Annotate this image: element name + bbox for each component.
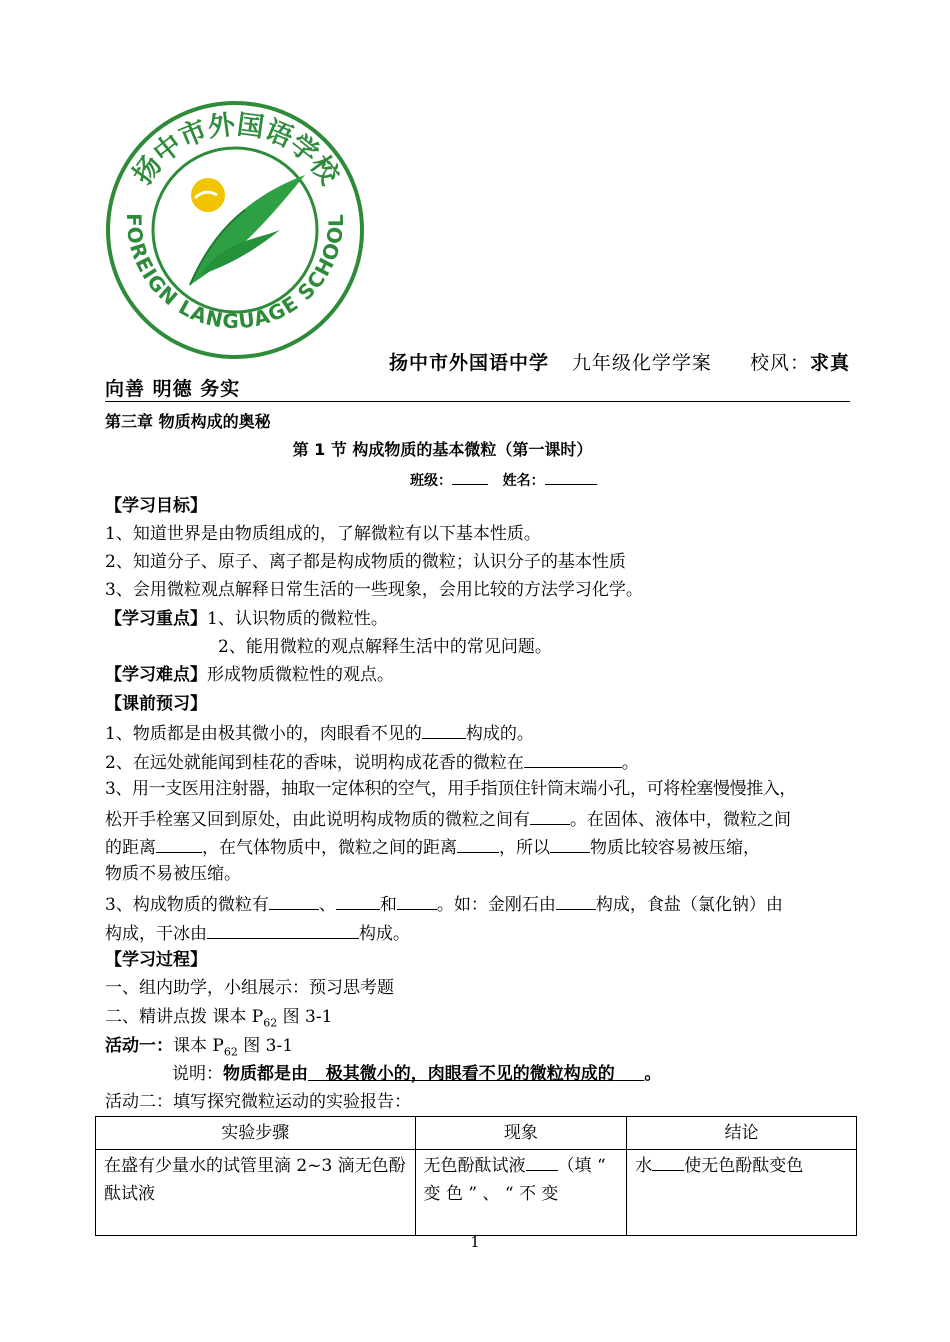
class-name-line <box>410 466 710 493</box>
difficulty-line <box>105 663 855 687</box>
motto-label: 校风： <box>749 352 810 374</box>
header-line-1 <box>105 348 850 375</box>
logo-bottom-text: FOREIGN LANGUAGE SCHOOL <box>121 213 349 334</box>
table-row <box>96 1150 857 1236</box>
table-header-conclusion: 结论 <box>627 1117 857 1150</box>
explain-line <box>172 1062 922 1086</box>
table-header-step: 实验步骤 <box>96 1117 416 1150</box>
cell-step: 在盛有少量水的试管里滴 2~3 滴无色酚酞试液 <box>96 1150 416 1236</box>
difficulty-text: 形成物质微粒性的观点。 <box>207 665 394 685</box>
q4-blank-3[interactable] <box>397 891 437 910</box>
motto-part2: 向善 明德 务实 <box>105 378 241 400</box>
header-divider <box>105 401 850 402</box>
activity-2: 活动二：填写探究微粒运动的实验报告： <box>105 1092 411 1112</box>
q3-text-f: 物质比较容易被压缩， <box>590 838 760 858</box>
step2-text-a: 二、精讲点拨 课本 P <box>105 1007 264 1027</box>
preview-heading: 【课前预习】 <box>105 694 207 714</box>
page-number: 1 <box>470 1233 480 1251</box>
q1-text-a: 1、物质都是由极其微小的，肉眼看不见的 <box>105 724 422 744</box>
experiment-report-table <box>95 1116 857 1236</box>
explain-label: 说明： <box>172 1064 223 1084</box>
q4-blank-1[interactable] <box>269 891 319 910</box>
q2-text-b: 。 <box>621 753 639 773</box>
conclusion-blank[interactable] <box>652 1152 684 1171</box>
preview-q3-line3 <box>105 834 855 860</box>
logo-top-text: 扬中市外国语学校 <box>127 109 345 191</box>
preview-q3-line4: 物质不易被压缩。 <box>105 864 241 884</box>
q3-text-b: 。在固体、液体中，微粒之间 <box>570 810 791 830</box>
school-logo <box>105 100 365 360</box>
q4-blank-4[interactable] <box>556 891 596 910</box>
preview-q4-line2 <box>105 920 855 946</box>
phenomenon-text-b: （填 “ 变 色 ” 、 “ 不 变 <box>423 1156 606 1204</box>
class-blank[interactable] <box>452 466 488 485</box>
q1-blank[interactable] <box>422 720 466 739</box>
q4-text-g: 构成。 <box>359 924 410 944</box>
name-label: 姓名： <box>502 473 545 489</box>
motto-part1: 求真 <box>809 352 850 374</box>
goals-heading: 【学习目标】 <box>105 496 207 516</box>
preview-q2 <box>105 749 855 775</box>
goal-3: 3、会用微粒观点解释日常生活的一些现象，会用比较的方法学习化学。 <box>105 580 643 600</box>
preview-q3-line2 <box>105 806 855 832</box>
table-header-phenomenon: 现象 <box>415 1117 627 1150</box>
q2-blank[interactable] <box>524 749 622 768</box>
name-blank[interactable] <box>545 466 597 485</box>
conclusion-text-b: 使无色酚酞变色 <box>684 1156 804 1176</box>
phenomenon-blank[interactable] <box>526 1152 558 1171</box>
step2-sub: 62 <box>263 1016 278 1030</box>
section-title: 第 1 节 构成物质的基本微粒（第一课时） <box>292 440 593 459</box>
key-point-1: 1、认识物质的微粒性。 <box>207 609 388 629</box>
q4-text-c: 和 <box>379 895 397 915</box>
key-points-line-1 <box>105 607 855 631</box>
q3-text-d: ，在气体物质中，微粒之间的距离 <box>202 838 457 858</box>
cell-conclusion <box>627 1150 857 1236</box>
key-points-heading: 【学习重点】 <box>105 609 207 629</box>
process-step-2 <box>105 1005 855 1035</box>
q4-blank-2[interactable] <box>336 891 380 910</box>
q3-blank-4[interactable] <box>550 834 590 853</box>
table-header-row <box>96 1117 857 1150</box>
q3-blank-2[interactable] <box>156 834 202 853</box>
process-heading: 【学习过程】 <box>105 950 207 970</box>
process-step-1: 一、组内助学，小组展示：预习思考题 <box>105 978 394 998</box>
activity-1-text-b: 图 3-1 <box>237 1036 294 1056</box>
activity-1-label: 活动一： <box>105 1036 173 1056</box>
q4-text-d: 。如：金刚石由 <box>436 895 556 915</box>
explain-fill <box>308 1064 644 1084</box>
chapter-title: 第三章 物质构成的奥秘 <box>105 412 271 431</box>
q4-text-e: 构成，食盐（氯化钠）由 <box>595 895 783 915</box>
q3-text-c: 的距离 <box>105 838 156 858</box>
class-label: 班级： <box>410 473 452 489</box>
activity-1 <box>105 1034 855 1064</box>
q4-text-a: 3、构成物质的微粒有 <box>105 895 269 915</box>
explain-text-a: 物质都是由 <box>223 1064 308 1084</box>
school-name: 扬中市外国语中学 <box>389 352 550 374</box>
q4-text-b: 、 <box>318 895 336 915</box>
q4-text-f: 构成，干冰由 <box>105 924 207 944</box>
cell-phenomenon <box>415 1150 627 1236</box>
q3-blank-3[interactable] <box>457 834 499 853</box>
step2-text-b: 图 3-1 <box>277 1007 333 1027</box>
activity-1-text-a: 课本 P <box>173 1036 224 1056</box>
q3-text-a: 松开手栓塞又回到原处，由此说明构成物质的微粒之间有 <box>105 810 530 830</box>
difficulty-heading: 【学习难点】 <box>105 665 207 685</box>
explain-text-b: 。 <box>644 1064 662 1084</box>
preview-q1 <box>105 720 855 746</box>
preview-q3-line1: 3、用一支医用注射器，抽取一定体积的空气，用手指顶住针筒末端小孔，可将栓塞慢慢推入， <box>105 779 797 799</box>
activity-1-sub: 62 <box>223 1045 238 1059</box>
q3-text-e: ，所以 <box>499 838 550 858</box>
preview-q4 <box>105 891 855 917</box>
key-point-2: 2、能用微粒的观点解释生活中的常见问题。 <box>218 637 552 657</box>
phenomenon-text-a: 无色酚酞试液 <box>423 1156 526 1176</box>
explain-fill-text: 极其微小的，肉眼看不见的微粒构成的 <box>325 1064 615 1084</box>
q1-text-b: 构成的。 <box>465 724 534 744</box>
conclusion-text-a: 水 <box>635 1156 653 1176</box>
subject: 九年级化学学案 <box>571 352 712 374</box>
goal-1: 1、知道世界是由物质组成的，了解微粒有以下基本性质。 <box>105 524 541 544</box>
q3-blank-1[interactable] <box>530 806 570 825</box>
goal-2: 2、知道分子、原子、离子都是构成物质的微粒；认识分子的基本性质 <box>105 552 626 572</box>
q4-blank-5[interactable] <box>207 920 359 939</box>
q2-text-a: 2、在远处就能闻到桂花的香味，说明构成花香的微粒在 <box>105 753 524 773</box>
